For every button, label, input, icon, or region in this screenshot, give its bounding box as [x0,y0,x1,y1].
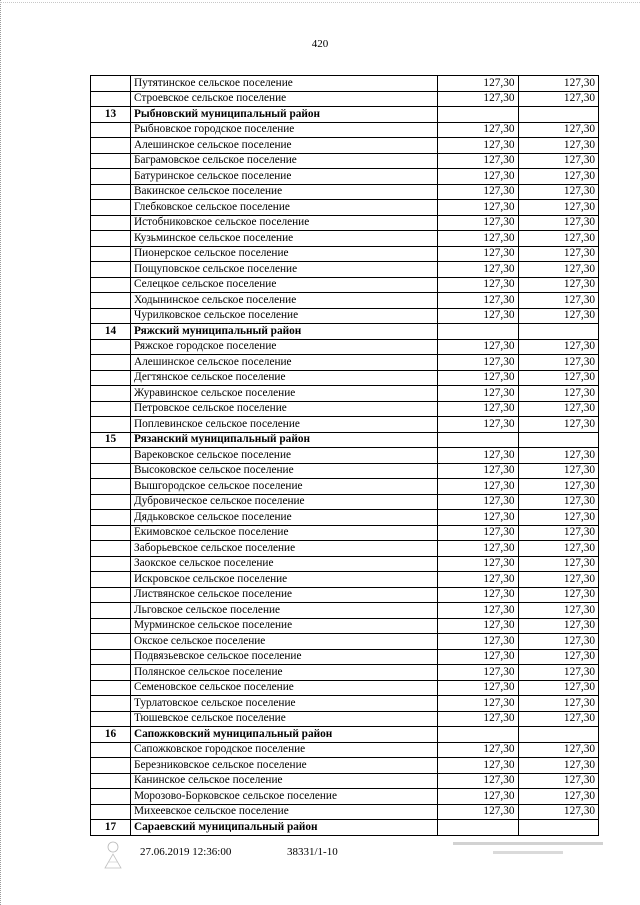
row-value-2 [518,820,599,836]
row-name: Пионерское сельское поселение [131,246,438,262]
row-value-1: 127,30 [438,370,519,386]
row-name: Ряжский муниципальный район [131,324,438,340]
row-value-2: 127,30 [518,355,599,371]
row-value-2: 127,30 [518,184,599,200]
row-name: Сараевский муниципальный район [131,820,438,836]
row-value-2: 127,30 [518,541,599,557]
row-name: Путятинское сельское поселение [131,76,438,92]
table-row [91,231,599,247]
row-number [91,231,131,247]
scan-top-artifact [0,2,640,3]
row-value-2: 127,30 [518,200,599,216]
row-value-1: 127,30 [438,401,519,417]
row-name: Батуринское сельское поселение [131,169,438,185]
row-number [91,587,131,603]
row-value-2: 127,30 [518,556,599,572]
table-row [91,556,599,572]
table-row [91,773,599,789]
table-row [91,355,599,371]
row-value-2: 127,30 [518,804,599,820]
row-number [91,665,131,681]
table-row [91,122,599,138]
row-value-1: 127,30 [438,634,519,650]
row-number [91,293,131,309]
row-number [91,572,131,588]
table-row [91,603,599,619]
row-value-2: 127,30 [518,448,599,464]
row-value-1: 127,30 [438,463,519,479]
row-value-1: 127,30 [438,758,519,774]
row-value-2: 127,30 [518,122,599,138]
table-row [91,618,599,634]
row-name: Заборьевское сельское поселение [131,541,438,557]
row-value-1: 127,30 [438,386,519,402]
row-value-2: 127,30 [518,618,599,634]
table-row [91,339,599,355]
row-value-2: 127,30 [518,277,599,293]
row-number [91,696,131,712]
row-name: Селецкое сельское поселение [131,277,438,293]
table-row [91,572,599,588]
row-value-2: 127,30 [518,696,599,712]
row-value-1: 127,30 [438,711,519,727]
row-value-2: 127,30 [518,169,599,185]
row-name: Вакинское сельское поселение [131,184,438,200]
row-value-1 [438,727,519,743]
row-value-2: 127,30 [518,76,599,92]
faded-stamp-text [448,839,608,862]
row-number [91,277,131,293]
row-value-1: 127,30 [438,308,519,324]
row-value-2: 127,30 [518,153,599,169]
row-value-2: 127,30 [518,339,599,355]
row-value-1: 127,30 [438,618,519,634]
row-name: Рыбновское городское поселение [131,122,438,138]
page-number: 420 [311,38,329,50]
row-value-1: 127,30 [438,510,519,526]
row-value-2: 127,30 [518,572,599,588]
row-number [91,355,131,371]
row-number [91,603,131,619]
row-value-2 [518,432,599,448]
table-row [91,370,599,386]
row-value-2: 127,30 [518,231,599,247]
row-value-2: 127,30 [518,91,599,107]
row-value-2: 127,30 [518,138,599,154]
table-row [91,401,599,417]
row-name: Канинское сельское поселение [131,773,438,789]
row-name: Екимовское сельское поселение [131,525,438,541]
municipalities-table [90,75,599,836]
row-name: Морозово-Борковское сельское поселение [131,789,438,805]
footer-document-code: 38331/1-10 [287,846,338,858]
row-number [91,370,131,386]
row-value-2: 127,30 [518,603,599,619]
row-number [91,401,131,417]
row-value-2: 127,30 [518,711,599,727]
row-value-1: 127,30 [438,122,519,138]
district-row [91,107,599,123]
row-value-2: 127,30 [518,401,599,417]
row-value-2: 127,30 [518,525,599,541]
table-row [91,804,599,820]
row-name: Истобниковское сельское поселение [131,215,438,231]
row-value-1: 127,30 [438,696,519,712]
table-row [91,541,599,557]
row-value-1: 127,30 [438,262,519,278]
row-name: Мурминское сельское поселение [131,618,438,634]
district-row [91,432,599,448]
row-value-2: 127,30 [518,246,599,262]
row-value-1: 127,30 [438,76,519,92]
row-name: Дядьковское сельское поселение [131,510,438,526]
row-value-2: 127,30 [518,293,599,309]
row-value-1 [438,432,519,448]
table-row [91,634,599,650]
row-value-1: 127,30 [438,355,519,371]
row-name: Строевское сельское поселение [131,91,438,107]
row-number [91,463,131,479]
row-value-2 [518,107,599,123]
row-value-2: 127,30 [518,463,599,479]
district-row [91,727,599,743]
row-value-1: 127,30 [438,680,519,696]
row-value-1 [438,324,519,340]
row-value-2: 127,30 [518,370,599,386]
row-value-1: 127,30 [438,773,519,789]
table-row [91,308,599,324]
faded-stamp-icon [453,839,603,859]
row-name: Сапожковское городское поселение [131,742,438,758]
table-row [91,525,599,541]
row-value-2: 127,30 [518,386,599,402]
table-row [91,711,599,727]
row-value-2: 127,30 [518,479,599,495]
row-value-1: 127,30 [438,479,519,495]
row-value-1: 127,30 [438,789,519,805]
row-value-1: 127,30 [438,556,519,572]
row-value-1 [438,820,519,836]
table-row [91,479,599,495]
row-number [91,479,131,495]
row-number: 14 [91,324,131,340]
row-value-1: 127,30 [438,417,519,433]
row-value-2: 127,30 [518,649,599,665]
row-value-2: 127,30 [518,494,599,510]
table-row [91,184,599,200]
row-value-2: 127,30 [518,587,599,603]
table-row [91,200,599,216]
row-number [91,634,131,650]
table-row [91,448,599,464]
table-row [91,386,599,402]
row-value-1: 127,30 [438,665,519,681]
row-number [91,556,131,572]
district-row [91,820,599,836]
row-number: 15 [91,432,131,448]
row-name: Дегтянское сельское поселение [131,370,438,386]
table-row [91,758,599,774]
table-row [91,417,599,433]
row-number [91,618,131,634]
table-row [91,138,599,154]
row-value-1: 127,30 [438,231,519,247]
table-row [91,510,599,526]
row-number [91,91,131,107]
row-name: Баграмовское сельское поселение [131,153,438,169]
row-value-2: 127,30 [518,262,599,278]
row-value-1: 127,30 [438,649,519,665]
row-value-2: 127,30 [518,665,599,681]
table-row [91,696,599,712]
table-row [91,665,599,681]
row-value-1: 127,30 [438,804,519,820]
row-value-1: 127,30 [438,215,519,231]
row-value-1: 127,30 [438,169,519,185]
row-name: Окское сельское поселение [131,634,438,650]
row-value-1: 127,30 [438,138,519,154]
row-name: Турлатовское сельское поселение [131,696,438,712]
row-number [91,169,131,185]
row-number [91,339,131,355]
table-row [91,789,599,805]
row-name: Петровское сельское поселение [131,401,438,417]
row-number [91,510,131,526]
row-value-2: 127,30 [518,417,599,433]
row-number [91,541,131,557]
row-name: Ряжское городское поселение [131,339,438,355]
row-value-1: 127,30 [438,277,519,293]
table-row [91,215,599,231]
row-name: Михеевское сельское поселение [131,804,438,820]
row-name: Сапожковский муниципальный район [131,727,438,743]
row-number [91,804,131,820]
row-number [91,386,131,402]
table-row [91,463,599,479]
row-value-1: 127,30 [438,153,519,169]
row-value-2: 127,30 [518,773,599,789]
row-name: Чурилковское сельское поселение [131,308,438,324]
row-number [91,448,131,464]
row-name: Дубровическое сельское поселение [131,494,438,510]
row-name: Вышгородское сельское поселение [131,479,438,495]
row-number: 16 [91,727,131,743]
row-number [91,742,131,758]
row-number [91,308,131,324]
row-value-2: 127,30 [518,680,599,696]
row-value-1: 127,30 [438,200,519,216]
row-name: Поплевинское сельское поселение [131,417,438,433]
district-row [91,324,599,340]
row-name: Пощуповское сельское поселение [131,262,438,278]
row-number [91,122,131,138]
registration-mark-icon [102,838,124,872]
table-row [91,277,599,293]
row-value-2: 127,30 [518,308,599,324]
row-name: Листвянское сельское поселение [131,587,438,603]
row-value-1: 127,30 [438,572,519,588]
row-number [91,773,131,789]
row-value-2 [518,324,599,340]
row-name: Кузьминское сельское поселение [131,231,438,247]
row-name: Тюшевское сельское поселение [131,711,438,727]
row-value-2: 127,30 [518,215,599,231]
row-value-1: 127,30 [438,525,519,541]
row-value-2 [518,727,599,743]
row-name: Варековское сельское поселение [131,448,438,464]
row-value-1: 127,30 [438,339,519,355]
row-number [91,494,131,510]
row-value-1: 127,30 [438,448,519,464]
table-row [91,680,599,696]
row-number [91,184,131,200]
row-value-1: 127,30 [438,184,519,200]
row-number [91,711,131,727]
row-number [91,525,131,541]
row-value-2: 127,30 [518,510,599,526]
row-value-1: 127,30 [438,742,519,758]
row-value-2: 127,30 [518,634,599,650]
row-value-1: 127,30 [438,587,519,603]
row-value-1: 127,30 [438,603,519,619]
row-name: Березниковское сельское поселение [131,758,438,774]
row-number [91,215,131,231]
row-name: Полянское сельское поселение [131,665,438,681]
footer-date: 27.06.2019 12:36:00 [140,846,232,858]
row-number [91,262,131,278]
row-number [91,789,131,805]
table-row [91,262,599,278]
row-value-2: 127,30 [518,758,599,774]
row-name: Высоковское сельское поселение [131,463,438,479]
row-value-1: 127,30 [438,293,519,309]
row-name: Льговское сельское поселение [131,603,438,619]
table-row [91,649,599,665]
table-row [91,169,599,185]
row-name: Рязанский муниципальный район [131,432,438,448]
row-number: 13 [91,107,131,123]
row-number [91,153,131,169]
row-value-1: 127,30 [438,541,519,557]
table-row [91,91,599,107]
row-name: Ходынинское сельское поселение [131,293,438,309]
row-value-2: 127,30 [518,742,599,758]
table-row [91,76,599,92]
row-number [91,200,131,216]
table-row [91,293,599,309]
row-number [91,417,131,433]
row-name: Искровское сельское поселение [131,572,438,588]
row-value-1: 127,30 [438,91,519,107]
row-number [91,76,131,92]
table-row [91,153,599,169]
scan-edge-artifact [0,0,5,905]
row-name: Журавинское сельское поселение [131,386,438,402]
row-name: Глебковское сельское поселение [131,200,438,216]
row-value-1 [438,107,519,123]
row-number [91,680,131,696]
row-number [91,649,131,665]
row-number: 17 [91,820,131,836]
row-number [91,138,131,154]
table-row [91,742,599,758]
row-name: Алешинское сельское поселение [131,355,438,371]
table-row [91,494,599,510]
row-name: Заокское сельское поселение [131,556,438,572]
table-row [91,587,599,603]
table-row [91,246,599,262]
row-number [91,758,131,774]
row-number [91,246,131,262]
row-name: Рыбновский муниципальный район [131,107,438,123]
row-value-1: 127,30 [438,494,519,510]
row-value-1: 127,30 [438,246,519,262]
row-name: Семеновское сельское поселение [131,680,438,696]
row-name: Подвязьевское сельское поселение [131,649,438,665]
table-body [91,76,599,836]
row-name: Алешинское сельское поселение [131,138,438,154]
row-value-2: 127,30 [518,789,599,805]
